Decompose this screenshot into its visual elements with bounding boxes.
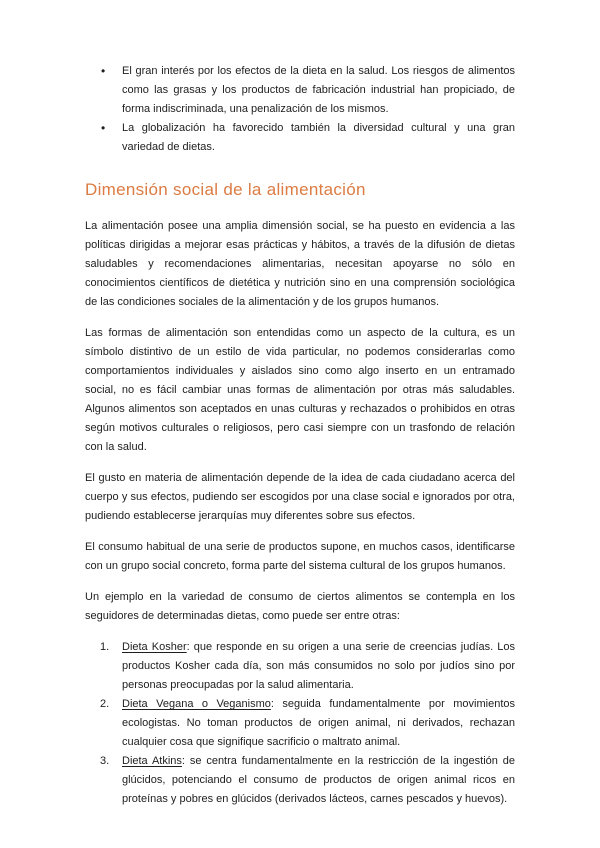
bullet-icon: • [101,64,106,78]
bullet-list [85,62,515,157]
paragraph: El gusto en materia de alimentación depende de la idea de cada ciudadano acerca del cuerpo y sus efectos, pudiendo ser escogidos por una clase social e ignorados por otra, pudiendo establecerse jerarquías muy diferentes sobre sus efectos. [85,472,515,522]
paragraph: La alimentación posee una amplia dimensión social, se ha puesto en evidencia a las políticas dirigidas a mejorar esas prácticas y hábitos, a través de la difusión de dietas saludables y recomendaciones alimentarias, necesitan apoyarse no sólo en conocimientos científicos de dietética y nutrición sino en una comprensión sociológica de las condiciones sociales de la alimentación y de los grupos humanos. [85,220,515,308]
list-number: 1. [100,641,110,653]
diet-term: Dieta Vegana o Veganismo [122,698,271,710]
bullet-item [85,62,515,119]
paragraph: Un ejemplo en la variedad de consumo de ciertos alimentos se contempla en los seguidores de determinadas dietas, como puede ser entre otras: [85,591,515,622]
bullet-text: El gran interés por los efectos de la dieta en la salud. Los riesgos de alimentos como las grasas y los productos de fabricación industrial han propiciado, de forma indiscriminada, una penalización de los mismos. [122,65,515,115]
bullet-icon: • [101,121,106,135]
numbered-list-item [85,695,515,752]
paragraph: El consumo habitual de una serie de productos supone, en muchos casos, identificarse con un grupo social concreto, forma parte del sistema cultural de los grupos humanos. [85,541,515,572]
list-item-text: : seguida fundamentalmente por movimientos ecologistas. No toman productos de origen animal, ni derivados, rechazan cualquier cosa que signifique sacrificio o maltrato animal. [122,698,515,748]
section-heading: Dimensión social de la alimentación [85,180,366,199]
diet-term: Dieta Kosher [122,641,187,653]
list-item-text: : se centra fundamentalmente en la restricción de la ingestión de glúcidos, potenciando el consumo de productos de origen animal ricos en proteínas y pobres en glúcidos (derivados lácteos, carnes pescados y huevos). [122,755,515,805]
numbered-list-item [85,638,515,695]
list-number: 2. [100,698,110,710]
paragraph: Las formas de alimentación son entendidas como un aspecto de la cultura, es un símbolo distintivo de un estilo de vida particular, no podemos considerarlas como comportamientos individuales y aislados sino como algo inserto en un entramado social, no es fácil cambiar unas formas de alimentación por otras más saludables. Algunos alimentos son aceptados en unas culturas y rechazados o prohibidos en otras según motivos culturales o religiosos, pero casi siempre con un trasfondo de relación con la salud. [85,327,515,453]
numbered-list [85,638,515,809]
bullet-item [85,119,515,157]
list-number: 3. [100,755,110,767]
list-item-text: : que responde en su origen a una serie de creencias judías. Los productos Kosher cada día, son más consumidos no solo por judíos sino por personas preocupadas por la salud alimentaria. [122,641,515,691]
diet-term: Dieta Atkins [122,755,182,767]
bullet-text: La globalización ha favorecido también la diversidad cultural y una gran variedad de dietas. [122,122,515,153]
numbered-list-item [85,752,515,809]
